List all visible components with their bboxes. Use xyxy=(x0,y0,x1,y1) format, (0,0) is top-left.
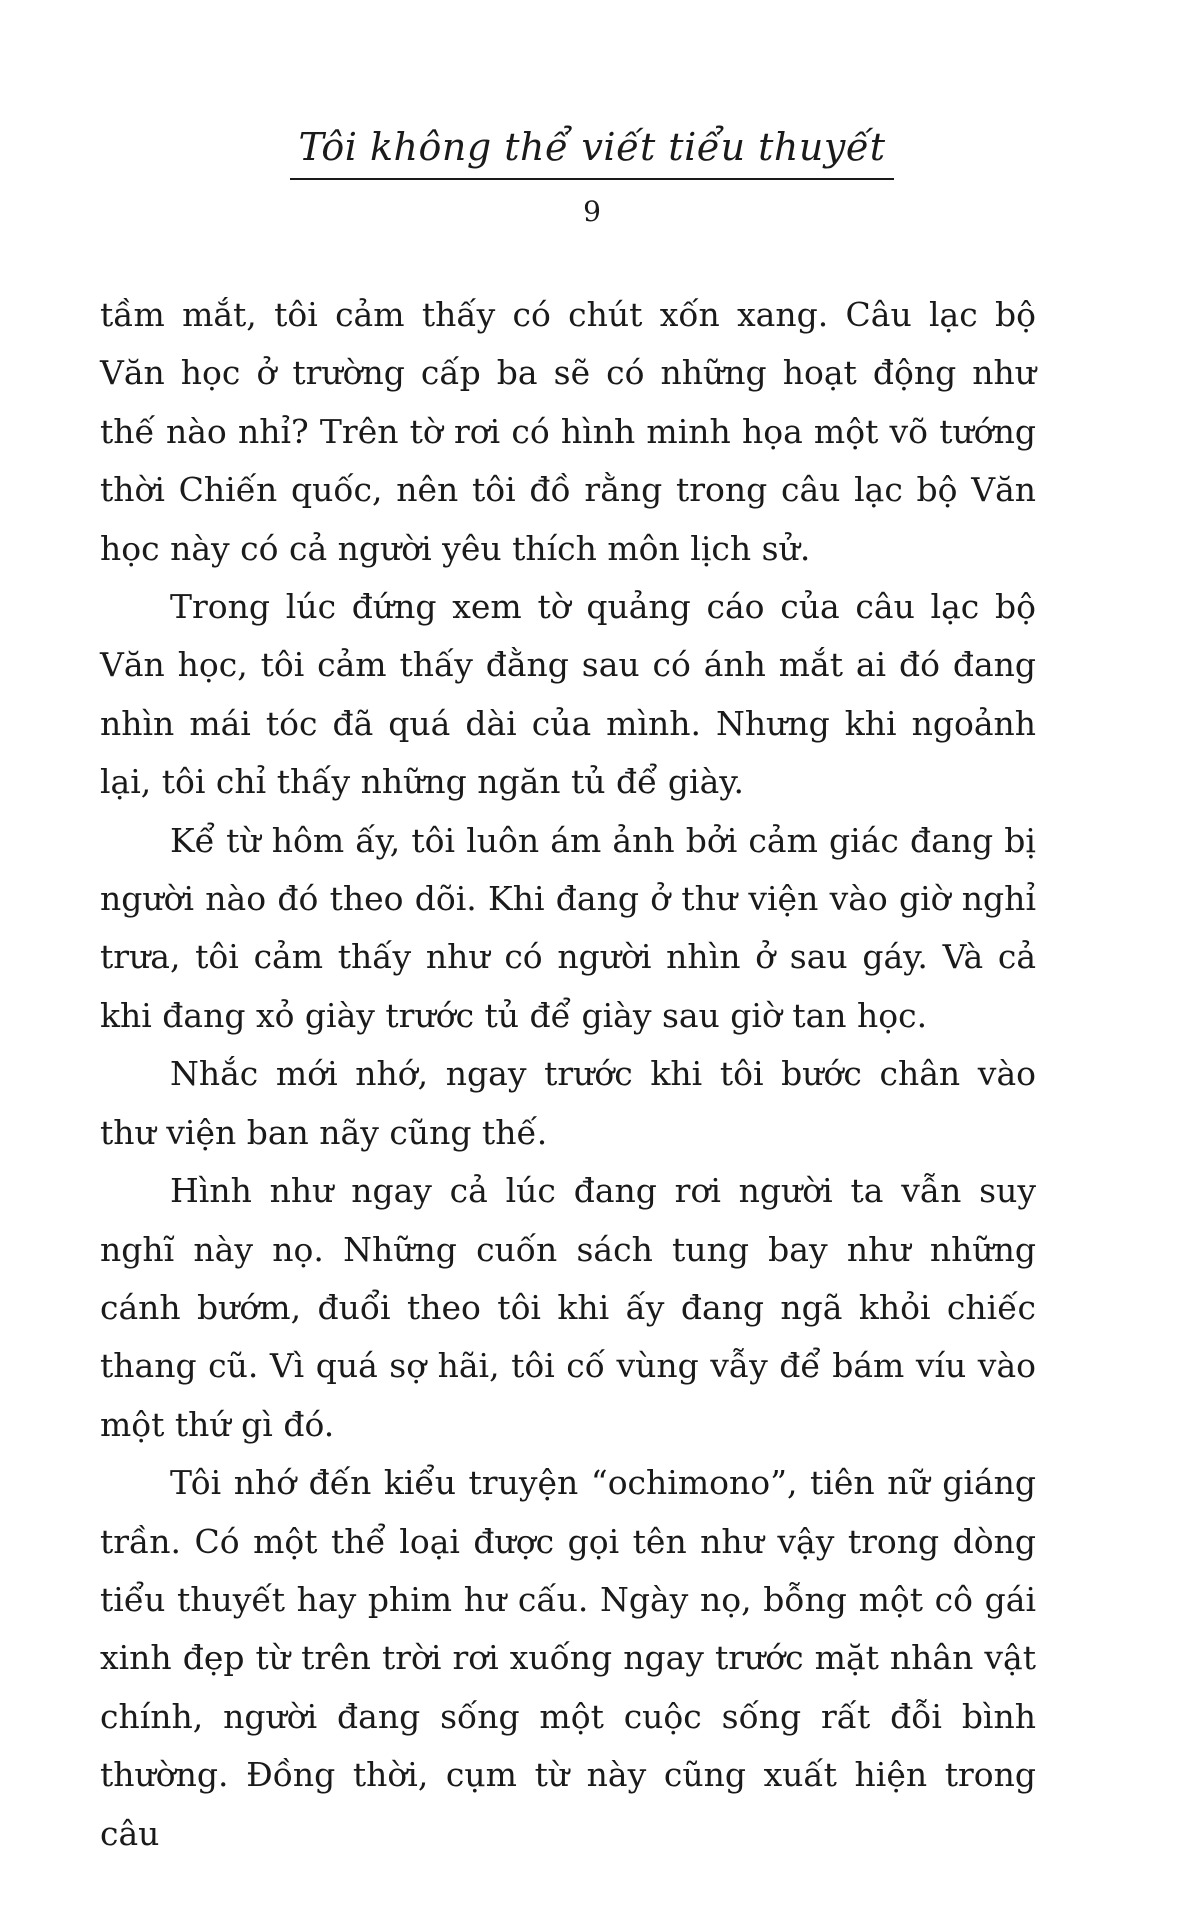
paragraph: Kể từ hôm ấy, tôi luôn ám ảnh bởi cảm giác đang bị người nào đó theo dõi. Khi đang ở thư viện vào giờ nghỉ trưa, tôi cảm thấy như có người nhìn ở sau gáy. Và cả khi đang xỏ giày trước tủ để giày sau giờ tan học. xyxy=(100,820,1036,1035)
paragraph: Nhắc mới nhớ, ngay trước khi tôi bước chân vào thư viện ban nãy cũng thế. xyxy=(100,1054,1036,1152)
paragraph: Hình như ngay cả lúc đang rơi người ta vẫn suy nghĩ này nọ. Những cuốn sách tung bay như những cánh bướm, đuổi theo tôi khi ấy đang ngã khỏi chiếc thang cũ. Vì quá sợ hãi, tôi cố vùng vẫy để bám víu vào một thứ gì đó. xyxy=(100,1171,1036,1444)
book-title: Tôi không thể viết tiểu thuyết xyxy=(290,120,893,180)
paragraph: tầm mắt, tôi cảm thấy có chút xốn xang. Câu lạc bộ Văn học ở trường cấp ba sẽ có những hoạt động như thế nào nhỉ? Trên tờ rơi có hình minh họa một võ tướng thời Chiến quốc, nên tôi đồ rằng trong câu lạc bộ Văn học này có cả người yêu thích môn lịch sử. xyxy=(100,295,1036,568)
page-number: 9 xyxy=(583,195,601,228)
paragraph: Trong lúc đứng xem tờ quảng cáo của câu lạc bộ Văn học, tôi cảm thấy đằng sau có ánh mắt ai đó đang nhìn mái tóc đã quá dài của mình. Nhưng khi ngoảnh lại, tôi chỉ thấy những ngăn tủ để giày. xyxy=(100,587,1036,802)
paragraph: Tôi nhớ đến kiểu truyện “ochimono”, tiên nữ giáng trần. Có một thể loại được gọi tên như vậy trong dòng tiểu thuyết hay phim hư cấu. Ngày nọ, bỗng một cô gái xinh đẹp từ trên trời rơi xuống ngay trước mặt nhân vật chính, người đang sống một cuộc sống rất đỗi bình thường. Đồng thời, cụm từ này cũng xuất hiện trong câu xyxy=(100,1463,1036,1853)
running-header xyxy=(0,120,1184,180)
body-text xyxy=(100,286,1036,1863)
